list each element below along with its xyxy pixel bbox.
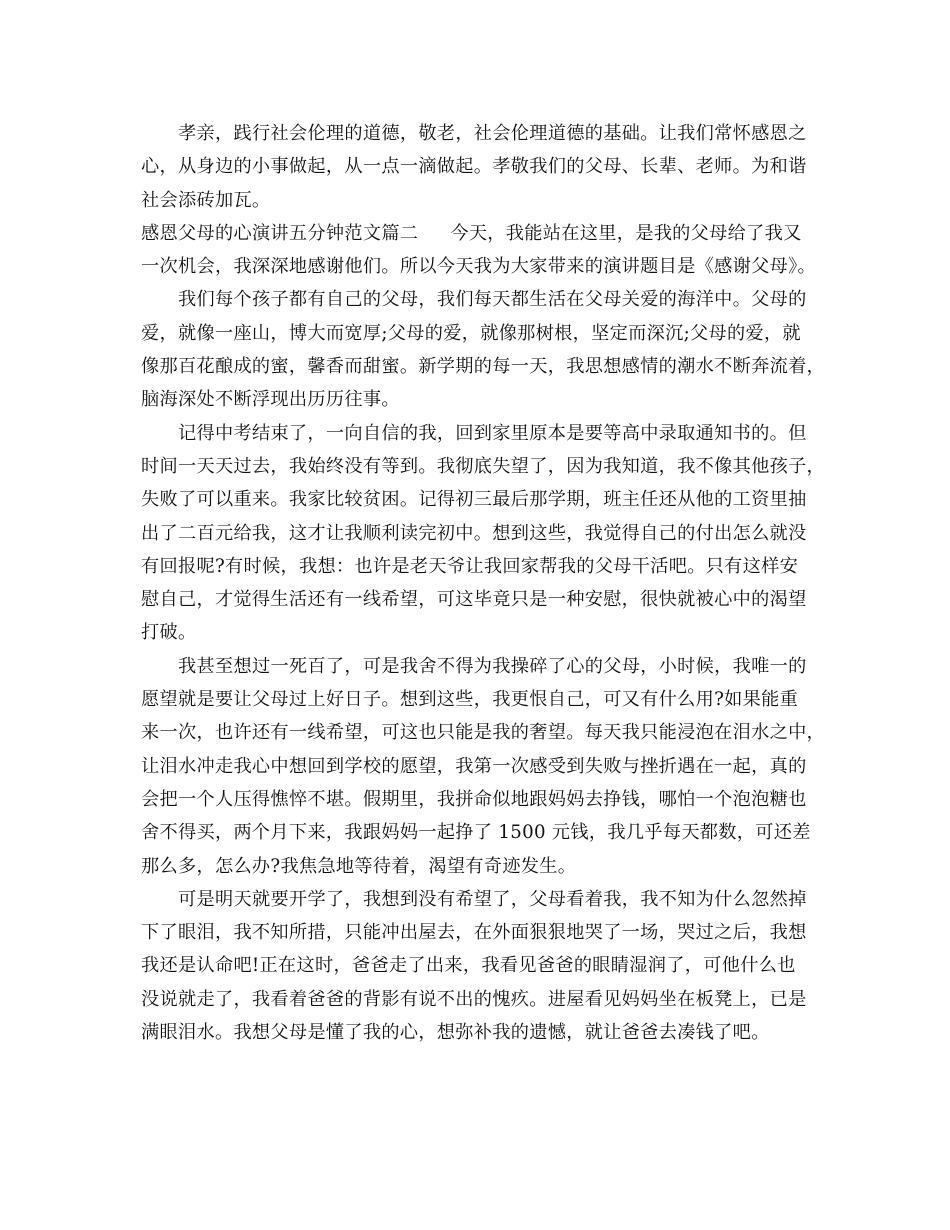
text-line: 来一次，也许还有一线希望，可这也只能是我的奢望。每天我只能浸泡在泪水之中， <box>141 722 826 744</box>
text-line: 满眼泪水。我想父母是懂了我的心，想弥补我的遗憾，就让爸爸去凑钱了吧。 <box>141 1022 770 1044</box>
text-line: 出了二百元给我，这才让我顺利读完初中。想到这些，我觉得自己的付出怎么就没 <box>141 522 807 544</box>
text-line: 愿望就是要让父母过上好日子。想到这些，我更恨自己，可又有什么用?如果能重 <box>141 689 799 711</box>
paragraph <box>141 650 826 883</box>
text-line: 打破。 <box>141 622 197 644</box>
text-line: 记得中考结束了，一向自信的我，回到家里原本是要等高中录取通知书的。但 <box>178 422 807 444</box>
paragraph <box>141 283 826 416</box>
text-line: 脑海深处不断浮现出历历往事。 <box>141 389 400 411</box>
text-line <box>141 217 817 250</box>
paragraph <box>141 417 826 650</box>
text-line: 下了眼泪，我不知所措，只能冲出屋去，在外面狠狠地哭了一场，哭过之后，我想 <box>141 922 807 944</box>
text-line: 让泪水冲走我心中想回到学校的愿望，我第一次感受到失败与挫折遇在一起，真的 <box>141 755 807 777</box>
paragraph <box>141 117 817 217</box>
paragraph <box>141 883 817 1049</box>
text-line: 那么多，怎么办?我焦急地等待着，渴望有奇迹发生。 <box>141 855 577 877</box>
text-line: 可是明天就要开学了，我想到没有希望了，父母看着我，我不知为什么忽然掉 <box>178 888 807 910</box>
paragraph <box>141 217 817 284</box>
text-line: 时间一天天过去，我始终没有等到。我彻底失望了，因为我知道，我不像其他孩子， <box>141 455 826 477</box>
text-line: 孝亲，践行社会伦理的道德，敬老，社会伦理道德的基础。让我们常怀感恩之 <box>178 123 807 144</box>
text-line: 社会添砖加瓦。 <box>141 189 271 211</box>
text-line: 我甚至想过一死百了，可是我舍不得为我操碎了心的父母，小时候，我唯一的 <box>178 655 807 677</box>
text-line: 失败了可以重来。我家比较贫困。记得初三最后那学期，班主任还从他的工资里抽 <box>141 489 807 511</box>
text-line: 有回报呢?有时候，我想：也许是老天爷让我回家帮我的父母干活吧。只有这样安 <box>141 555 799 577</box>
text-fragment: 今天，我能站在这里，是我的父母给了我又 <box>450 222 802 244</box>
text-line: 没说就走了，我看着爸爸的背影有说不出的愧疚。进屋看见妈妈坐在板凳上，已是 <box>141 988 807 1010</box>
text-line: 慰自己，才觉得生活还有一线希望，可这毕竟只是一种安慰，很快就被心中的渴望 <box>141 589 807 611</box>
text-line: 心，从身边的小事做起，从一点一滴做起。孝敬我们的父母、长辈、老师。为和谐 <box>141 156 807 178</box>
text-line: 一次机会，我深深地感谢他们。所以今天我为大家带来的演讲题目是《感谢父母》。 <box>141 256 816 278</box>
document-body <box>141 117 826 1049</box>
text-line: 舍不得买，两个月下来，我跟妈妈一起挣了 1500 元钱，我几乎每天都数，可还差 <box>141 822 811 844</box>
text-line: 我们每个孩子都有自己的父母，我们每天都生活在父母关爱的海洋中。父母的 <box>178 289 807 311</box>
text-line: 爱，就像一座山，博大而宽厚;父母的爱，就像那树根，坚定而深沉;父母的爱，就 <box>141 322 801 344</box>
section-title: 感恩父母的心演讲五分钟范文篇二 <box>141 222 419 244</box>
text-line: 我还是认命吧!正在这时，爸爸走了出来，我看见爸爸的眼睛湿润了，可他什么也 <box>141 955 796 977</box>
text-line: 像那百花酿成的蜜，馨香而甜蜜。新学期的每一天，我思想感情的潮水不断奔流着， <box>141 356 826 378</box>
text-line: 会把一个人压得憔悴不堪。假期里，我拼命似地跟妈妈去挣钱，哪怕一个泡泡糖也 <box>141 788 807 810</box>
